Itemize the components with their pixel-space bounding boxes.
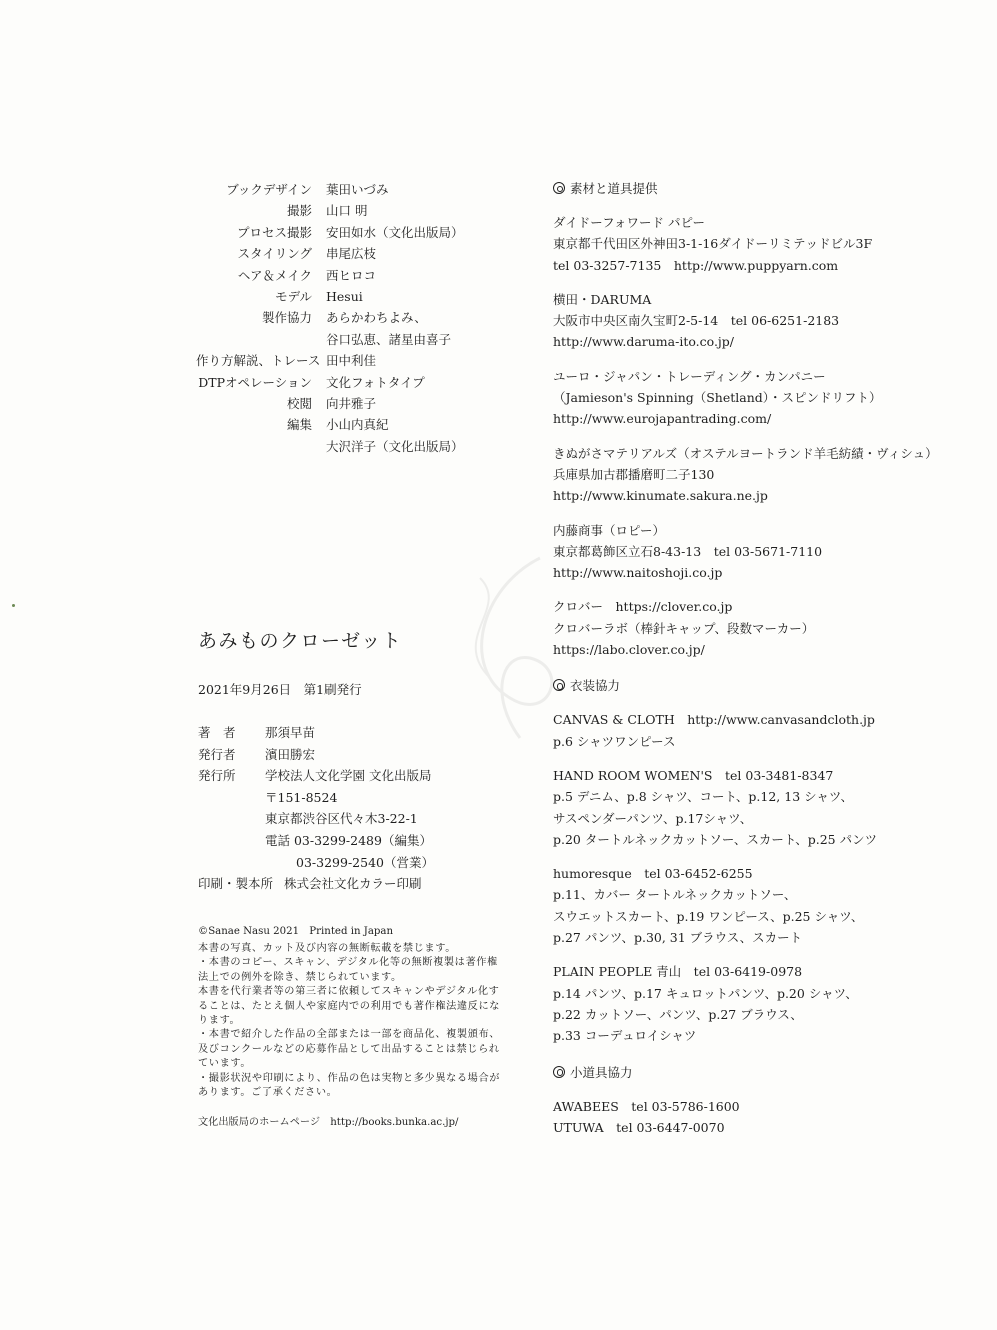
supplier-block — [553, 212, 953, 276]
supplier-block — [553, 366, 953, 430]
author-label: 著 者 — [198, 725, 236, 740]
clothing-line: p.11、カバー タートルネックカットソー、 — [553, 887, 797, 903]
clothing-block — [553, 709, 953, 752]
clothing-heading — [553, 676, 953, 696]
clothing-heading-label: 衣装協力 — [570, 678, 621, 694]
notice-line: ります。 — [198, 1015, 241, 1027]
clothing-line: スウエットスカート、p.19 ワンピース、p.25 シャツ、 — [553, 908, 864, 924]
supplier-line: 内藤商事（ロピー） — [553, 522, 666, 538]
credit-row — [196, 200, 516, 221]
credit-role: 撮影 — [286, 203, 312, 219]
credit-row — [196, 393, 516, 414]
credit-role: 製作協力 — [261, 310, 312, 326]
clothing-line: p.22 カットソー、パンツ、p.27 ブラウス、 — [553, 1006, 803, 1022]
publishing-house-name: 学校法人文化学園 文化出版局 — [265, 768, 432, 784]
credit-name: 山口 明 — [326, 203, 368, 219]
supplier-line: http://www.daruma-ito.co.jp/ — [553, 334, 734, 350]
notice-line: 法上での例外を除き、禁じられています。 — [198, 971, 402, 983]
credit-row — [196, 243, 516, 264]
clothing-line: p.5 デニム、p.8 シャツ、コート、p.12, 13 シャツ、 — [553, 789, 854, 805]
credit-role: プロセス撮影 — [236, 224, 312, 240]
copyright-notice — [198, 942, 516, 1100]
credit-name: Hesui — [326, 288, 363, 304]
supplier-line: http://www.naitoshoji.co.jp — [553, 565, 723, 581]
notice-line: ・本書で紹介した作品の全部または一部を商品化、複製頒布、 — [198, 1029, 501, 1041]
homepage-line: 文化出版局のホームページ http://books.bunka.ac.jp/ — [198, 1117, 459, 1128]
clothing-line: サスペンダーパンツ、p.17シャツ、 — [553, 810, 753, 826]
supplier-block — [553, 596, 953, 660]
supplier-line: ユーロ・ジャパン・トレーディング・カンパニー — [553, 368, 826, 384]
publisher-name: 濱田勝宏 — [265, 746, 316, 762]
credit-role: 作り方解説、トレース — [196, 353, 321, 369]
notice-line: ・本書のコピー、スキャン、デジタル化等の無断複製は著作権 — [198, 957, 498, 969]
credit-row — [196, 329, 516, 350]
credit-row — [196, 307, 516, 328]
publishing-house-label: 発行所 — [198, 768, 236, 784]
postal-code: 〒151-8524 — [265, 789, 338, 805]
credit-row — [196, 286, 516, 307]
credit-role — [196, 329, 326, 350]
credit-role: ブックデザイン — [226, 182, 312, 197]
notice-line: 本書を代行業者等の第三者に依頼してスキャンやデジタル化す — [198, 986, 500, 998]
props-heading — [553, 1063, 953, 1083]
phone-sales: 03-3299-2540（営業） — [296, 854, 434, 870]
supplier-credits — [553, 179, 953, 1138]
staff-credits — [196, 179, 516, 457]
supplier-line: クロバーラボ（棒針キャップ、段数マーカー） — [553, 620, 815, 636]
props-block — [553, 1096, 953, 1139]
credit-name: 向井雅子 — [326, 395, 377, 411]
supplier-line: tel 03-3257-7135 http://www.puppyarn.com — [553, 257, 839, 273]
clothing-line: p.33 コーデュロイシャツ — [553, 1028, 697, 1044]
printer-name: 株式会社文化カラー印刷 — [284, 876, 422, 892]
notice-line: ることは、たとえ個人や家庭内での利用でも著作権法違反にな — [198, 1000, 501, 1012]
supplier-block — [553, 520, 953, 584]
credit-role: DTPオペレーション — [198, 374, 312, 390]
credit-name: 田中利佳 — [326, 353, 377, 369]
supplier-line: 東京都葛飾区立石8-43-13 tel 03-5671-7110 — [553, 543, 823, 559]
credit-role: モデル — [275, 288, 312, 304]
materials-heading — [553, 179, 953, 199]
clothing-line: PLAIN PEOPLE 青山 tel 03-6419-0978 — [553, 964, 803, 980]
credit-name: 大沢洋子（文化出版局） — [326, 438, 464, 454]
notice-line: ています。 — [198, 1058, 252, 1070]
double-circle-icon — [553, 1066, 565, 1078]
credit-row — [196, 414, 516, 435]
credit-name: 葉田いづみ — [326, 182, 389, 197]
publishing-house-row — [198, 765, 518, 787]
clothing-line: HAND ROOM WOMEN'S tel 03-3481-8347 — [553, 767, 834, 783]
credit-role: スタイリング — [237, 246, 312, 262]
materials-heading-label: 素材と道具提供 — [570, 181, 658, 196]
printer-row — [198, 873, 518, 895]
clothing-line: p.14 パンツ、p.17 キュロットパンツ、p.20 シャツ、 — [553, 985, 858, 1001]
credit-role: ヘア＆メイク — [237, 267, 312, 283]
supplier-line: https://labo.clover.co.jp/ — [553, 642, 705, 658]
credit-name: 串尾広枝 — [326, 246, 377, 262]
clothing-line: CANVAS & CLOTH http://www.canvasandcloth.jp — [553, 712, 875, 728]
credit-name: 文化フォトタイプ — [326, 374, 425, 390]
supplier-line: （Jamieson's Spinning（Shetland）・スピンドリフト） — [553, 390, 882, 406]
credit-row — [196, 436, 516, 457]
props-line: UTUWA tel 03-6447-0070 — [553, 1119, 725, 1135]
supplier-line: 兵庫県加古郡播磨町二子130 — [553, 466, 715, 482]
copyright-line: ©Sanae Nasu 2021 Printed in Japan — [198, 926, 394, 937]
supplier-line: ダイドーフォワード パピー — [553, 215, 705, 230]
supplier-line: 東京都千代田区外神田3-1-16ダイドーリミテッドビル3F — [553, 236, 873, 252]
clothing-line: humoresque tel 03-6452-6255 — [553, 866, 753, 882]
printer-label: 印刷・製本所 — [198, 876, 274, 892]
author-row — [198, 722, 518, 744]
credit-name: あらかわちよみ、 — [326, 310, 427, 326]
credit-row — [196, 265, 516, 286]
credit-role: 編集 — [286, 417, 312, 433]
supplier-line: http://www.eurojapantrading.com/ — [553, 411, 772, 427]
credit-role — [196, 436, 326, 457]
supplier-block — [553, 443, 953, 507]
paper-speck — [12, 604, 15, 607]
clothing-line: p.20 タートルネックカットソー、スカート、p.25 パンツ — [553, 831, 878, 847]
supplier-line: http://www.kinumate.sakura.ne.jp — [553, 488, 768, 504]
clothing-line: p.27 パンツ、p.30, 31 ブラウス、スカート — [553, 930, 803, 946]
publisher-label: 発行者 — [198, 746, 236, 762]
credit-row — [196, 222, 516, 243]
clothing-block — [553, 961, 953, 1046]
props-heading-label: 小道具協力 — [570, 1064, 633, 1080]
supplier-line: クロバー https://clover.co.jp — [553, 599, 733, 615]
supplier-line: 大阪市中央区南久宝町2-5-14 tel 06-6251-2183 — [553, 313, 840, 329]
clothing-block — [553, 765, 953, 850]
credit-row — [196, 179, 516, 200]
supplier-line: きぬがさマテリアルズ（オステルヨートランド羊毛紡績・ヴィシュ） — [553, 445, 938, 461]
credit-name: 谷口弘恵、諸星由喜子 — [326, 331, 452, 347]
credit-name: 西ヒロコ — [326, 267, 377, 283]
clothing-block — [553, 863, 953, 948]
props-line: AWABEES tel 03-5786-1600 — [553, 1098, 740, 1114]
notice-line: ・撮影状況や印刷により、作品の色は実物と多少異なる場合が — [198, 1072, 501, 1084]
book-title: あみものクローゼット — [198, 630, 403, 652]
credit-row — [196, 372, 516, 393]
phone-editorial: 電話 03-3299-2489（編集） — [265, 832, 432, 848]
double-circle-icon — [553, 679, 565, 691]
colophon — [198, 722, 518, 895]
author-name: 那須早苗 — [265, 725, 316, 740]
double-circle-icon — [553, 182, 565, 194]
credit-row — [196, 350, 516, 371]
clothing-line: p.6 シャツワンピース — [553, 733, 676, 749]
notice-line: 及びコンクールなどの応募作品として出品することは禁じられ — [198, 1043, 500, 1055]
notice-line: 本書の写真、カット及び内容の無断転載を禁じます。 — [198, 943, 456, 954]
notice-line: あります。ご了承ください。 — [198, 1087, 338, 1099]
credit-name: 安田如水（文化出版局） — [326, 224, 464, 240]
credit-role: 校閲 — [286, 395, 312, 411]
supplier-line: 横田・DARUMA — [553, 291, 652, 307]
publication-date: 2021年9月26日 第1刷発行 — [198, 682, 362, 697]
supplier-block — [553, 289, 953, 353]
address: 東京都渋谷区代々木3-22-1 — [265, 811, 418, 827]
credit-name: 小山内真紀 — [326, 417, 389, 433]
publisher-row — [198, 744, 518, 766]
